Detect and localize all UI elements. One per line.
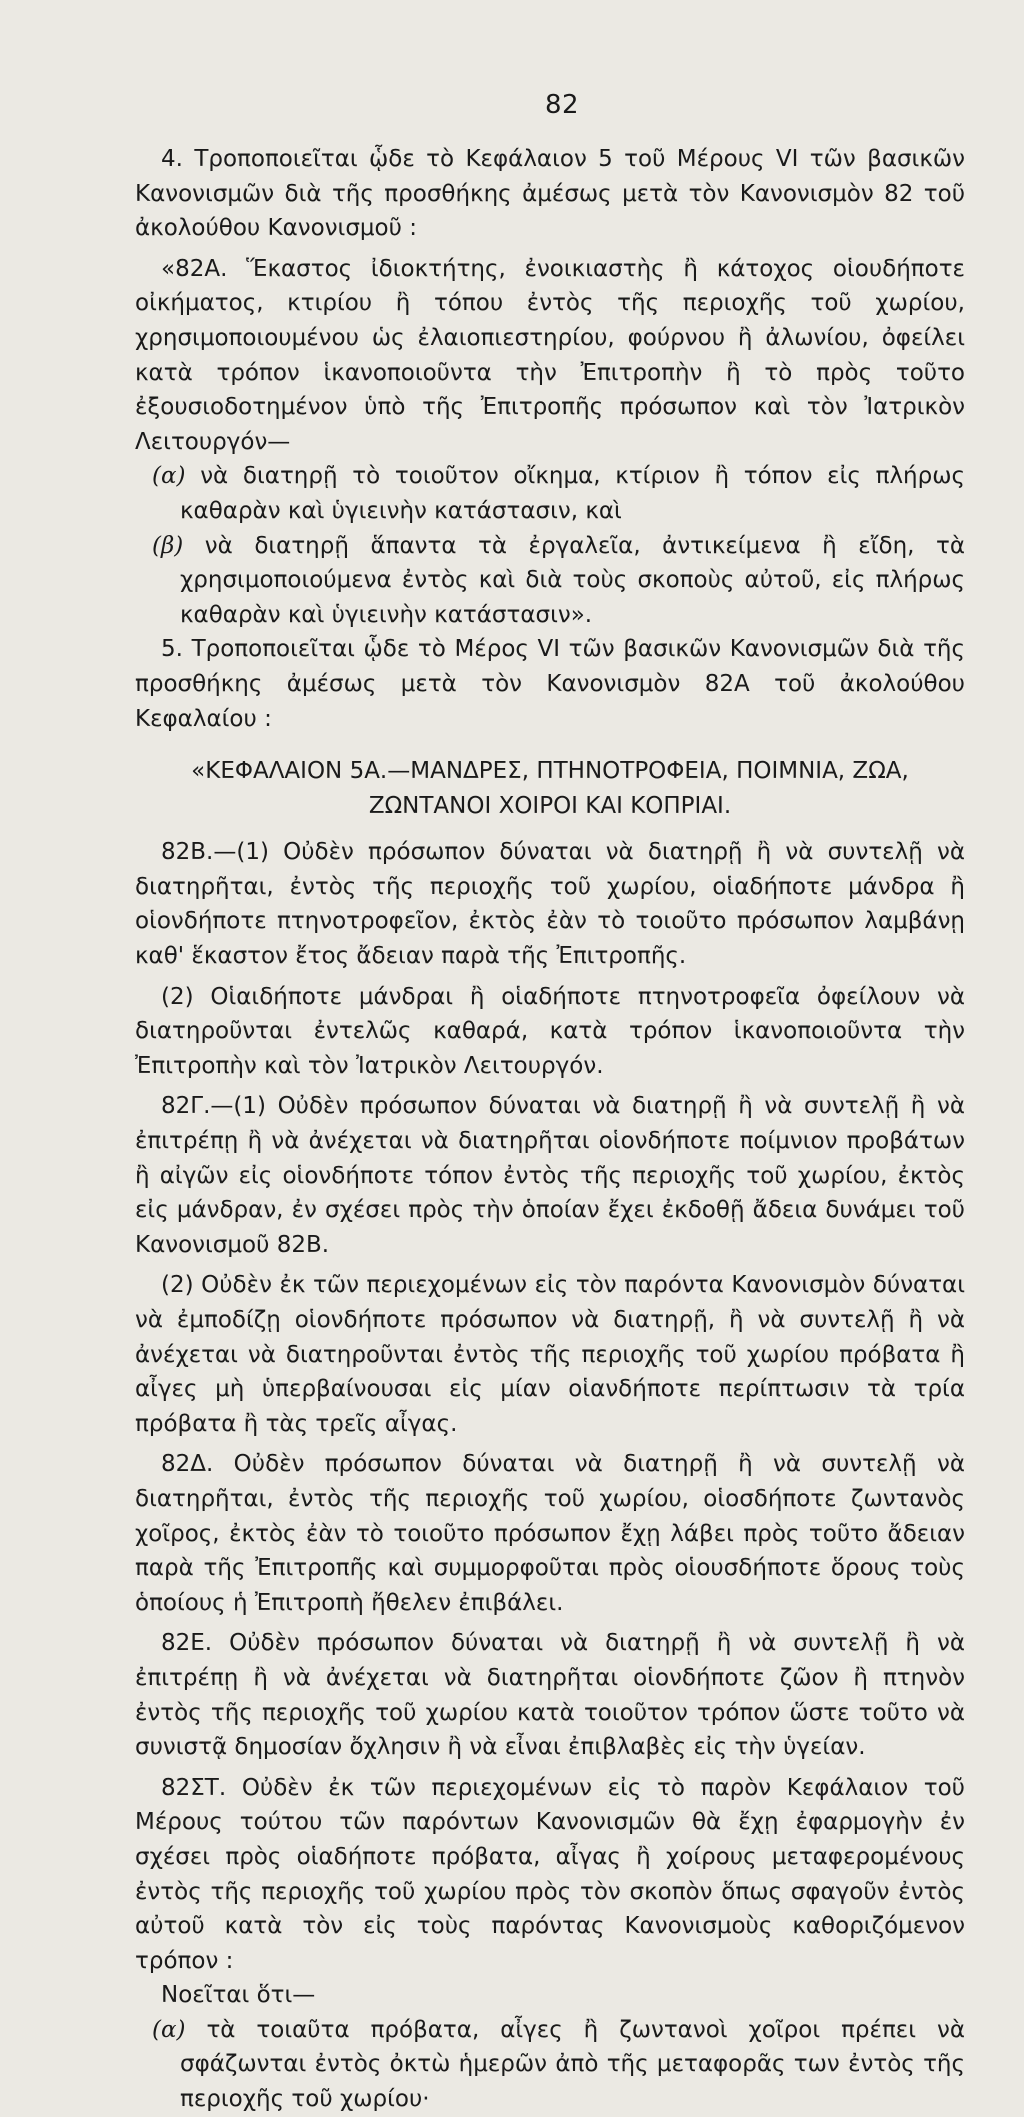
- regulation-82a: «82Α. Ἕκαστος ἰδιοκτήτης, ἐνοικιαστὴς ἢ κάτοχος οἱουδήποτε οἰκήματος, κτιρίου ἢ τόπου ἐντὸς τῆς περιοχῆς τοῦ χωρίου, χρησιμοποιουμένου ὡς ἐλαιοπιεστηρίου, φούρνου ἢ ἀλωνίου, ὀφείλει κατὰ τρόπον ἱκανοποιοῦντα τὴν Ἐπιτροπὴν ἢ τὸ πρὸς τοῦτο ἐξουσιοδοτημένον ὑπὸ τῆς Ἐπιτροπῆς πρόσωπον καὶ τὸν Ἰατρικὸν Λειτουργόν—: [135, 255, 965, 455]
- regulation-82st: 82ΣΤ. Οὐδὲν ἐκ τῶν περιεχομένων εἰς τὸ παρὸν Κεφάλαιον τοῦ Μέρους τούτου τῶν παρόντων Κανονισμῶν θὰ ἔχῃ ἐφαρμογὴν ἐν σχέσει πρὸς οἱαδήποτε πρόβατα, αἶγας ἢ χοίρους μεταφερομένους ἐντὸς τῆς περιοχῆς τοῦ χωρίου πρὸς τὸν σκοπὸν ὅπως σφαγοῦν ἐντὸς αὐτοῦ κατὰ τὸν εἰς τοὺς παρόντας Κανονισμοὺς καθοριζόμενον τρόπον :: [135, 1774, 965, 1974]
- chapter-heading: [135, 754, 965, 823]
- chapter-heading-line-1: «ΚΕΦΑΛΑΙΟΝ 5Α.—ΜΑΝΔΡΕΣ, ΠΤΗΝΟΤΡΟΦΕΙΑ, ΠΟΙΜΝΙΑ, ΖΩΑ,: [191, 758, 909, 785]
- regulation-82st-item-a: [135, 2013, 965, 2117]
- page-number: 82: [545, 90, 580, 120]
- regulation-82a-item-b: [135, 529, 965, 633]
- proviso-intro: Νοεῖται ὅτι—: [161, 1982, 316, 2009]
- regulation-82g-2: (2) Οὐδὲν ἐκ τῶν περιεχομένων εἰς τὸν παρόντα Κανονισμὸν δύναται νὰ ἐμποδίζῃ οἱονδήποτε πρόσωπον νὰ διατηρῇ, ἢ νὰ συντελῇ ἢ νὰ ἀνέχεται νὰ διατηροῦνται ἐντὸς τῆς περιοχῆς τοῦ χωρίου πρόβατα ἢ αἶγες μὴ ὑπερβαίνουσαι εἰς μίαν οἱανδήποτε περίπτωσιν τὰ τρία πρόβατα ἢ τὰς τρεῖς αἶγας.: [135, 1272, 965, 1437]
- regulation-82b-1: 82Β.—(1) Οὐδὲν πρόσωπον δύναται νὰ διατηρῇ ἢ νὰ συντελῇ νὰ διατηρῆται, ἐντὸς τῆς περιοχῆς τοῦ χωρίου, οἱαδήποτε μάνδρα ἢ οἱονδήποτε πτηνοτροφεῖον, ἐκτὸς ἐὰν τὸ τοιοῦτο πρόσωπον λαμβάνῃ καθ' ἕκαστον ἔτος ἄδειαν παρὰ τῆς Ἐπιτροπῆς.: [135, 839, 965, 970]
- paragraph-amendment-5: 5. Τροποποιεῖται ᾧδε τὸ Μέρος VI τῶν βασικῶν Κανονισμῶν διὰ τῆς προσθήκης ἀμέσως μετὰ τὸν Κανονισμὸν 82Α τοῦ ἀκολούθου Κεφαλαίου :: [135, 636, 965, 732]
- paragraph-amendment-4: 4. Τροποποιεῖται ᾧδε τὸ Κεφάλαιον 5 τοῦ Μέρους VI τῶν βασικῶν Κανονισμῶν διὰ τῆς προσθήκης ἀμέσως μετὰ τὸν Κανονισμὸν 82 τοῦ ἀκολούθου Κανονισμοῦ :: [135, 146, 965, 242]
- item-text: νὰ διατηρῇ ἅπαντα τὰ ἐργαλεῖα, ἀντικείμενα ἢ εἴδη, τὰ χρησιμοποιούμενα ἐντὸς καὶ διὰ τοὺς σκοποὺς αὐτοῦ, εἰς πλήρως καθαρὰν καὶ ὑγιεινὴν κατάστασιν».: [180, 532, 965, 628]
- item-label: (α): [152, 2016, 186, 2043]
- item-text: νὰ διατηρῇ τὸ τοιοῦτον οἴκημα, κτίριον ἢ τόπον εἰς πλήρως καθαρὰν καὶ ὑγιεινὴν κατάστασιν, καὶ: [180, 463, 965, 524]
- regulation-82d: 82Δ. Οὐδὲν πρόσωπον δύναται νὰ διατηρῇ ἢ νὰ συντελῇ νὰ διατηρῆται, ἐντὸς τῆς περιοχῆς τοῦ χωρίου, οἱοσδήποτε ζωντανὸς χοῖρος, ἐκτὸς ἐὰν τὸ τοιοῦτο πρόσωπον ἔχῃ λάβει πρὸς τοῦτο ἄδειαν παρὰ τῆς Ἐπιτροπῆς καὶ συμμορφοῦται πρὸς οἱουσδήποτε ὅρους τοὺς ὁποίους ἡ Ἐπιτροπὴ ἤθελεν ἐπιβάλει.: [135, 1451, 965, 1616]
- regulation-82e: 82Ε. Οὐδὲν πρόσωπον δύναται νὰ διατηρῇ ἢ νὰ συντελῇ ἢ νὰ ἐπιτρέπῃ ἢ νὰ ἀνέχεται νὰ διατηρῆται οἱονδήποτε ζῶον ἢ πτηνὸν ἐντὸς τῆς περιοχῆς τοῦ χωρίου κατὰ τοιοῦτον τρόπον ὥστε τοῦτο νὰ συνιστᾷ δημοσίαν ὄχλησιν ἢ νὰ εἶναι ἐπιβλαβὲς εἰς τὴν ὑγείαν.: [135, 1630, 965, 1761]
- item-label: (β): [152, 532, 184, 559]
- document-body: [135, 142, 965, 2117]
- item-text: τὰ τοιαῦτα πρόβατα, αἶγες ἢ ζωντανοὶ χοῖροι πρέπει νὰ σφάζωνται ἐντὸς ὀκτὼ ἡμερῶν ἀπὸ τῆς μεταφορᾶς των ἐντὸς τῆς περιοχῆς τοῦ χωρίου·: [180, 2016, 965, 2113]
- regulation-82b-2: (2) Οἱαιδήποτε μάνδραι ἢ οἱαδήποτε πτηνοτροφεῖα ὀφείλουν νὰ διατηροῦνται ἐντελῶς καθαρά, κατὰ τρόπον ἱκανοποιοῦντα τὴν Ἐπιτροπὴν καὶ τὸν Ἰατρικὸν Λειτουργόν.: [135, 983, 965, 1079]
- regulation-82a-item-a: [135, 459, 965, 528]
- regulation-82g-1: 82Γ.—(1) Οὐδὲν πρόσωπον δύναται νὰ διατηρῇ ἢ νὰ συντελῇ ἢ νὰ ἐπιτρέπῃ ἢ νὰ ἀνέχεται νὰ διατηρῆται οἱονδήποτε ποίμνιον προβάτων ἢ αἰγῶν εἰς οἱονδήποτε τόπον ἐντὸς τῆς περιοχῆς τοῦ χωρίου, ἐκτὸς εἰς μάνδραν, ἐν σχέσει πρὸς τὴν ὁποίαν ἔχει ἐκδοθῇ ἄδεια δυνάμει τοῦ Κανονισμοῦ 82Β.: [135, 1093, 965, 1258]
- chapter-heading-line-2: ΖΩΝΤΑΝΟΙ ΧΟΙΡΟΙ ΚΑΙ ΚΟΠΡΙΑΙ.: [368, 792, 732, 819]
- item-label: (α): [152, 463, 186, 490]
